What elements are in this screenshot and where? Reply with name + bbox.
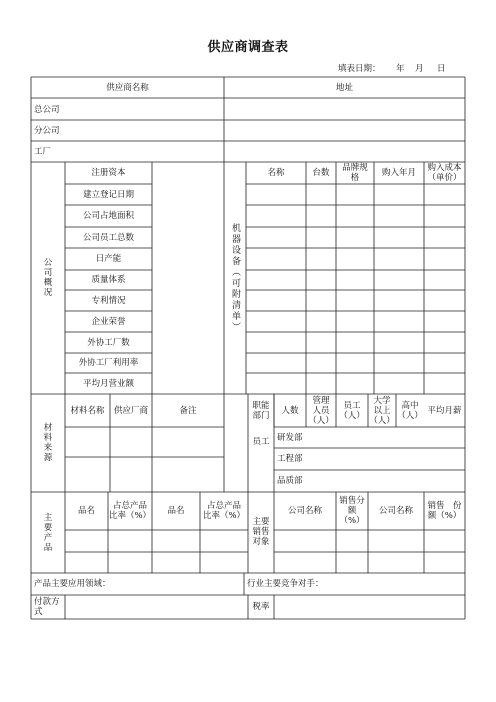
overview-item-label: 质量体系 [91, 275, 126, 285]
staff-column-header: 员工 （人） [339, 400, 365, 421]
products-section-label: 主 要 产 品 [43, 512, 53, 553]
equipment-column-header: 购入年月 [381, 168, 416, 178]
overview-item-label: 企业荣誉 [91, 316, 126, 327]
sales-column-header: 公司名称 [287, 506, 322, 516]
sales-column-header: 销售 份 额（%） [427, 501, 462, 521]
overview-item-label: 建立登记日期 [82, 189, 134, 200]
tax-rate-label: 税率 [252, 602, 270, 612]
materials-section-label: 材 料 来 源 [43, 423, 53, 463]
page-title: 供应商调查表 [207, 40, 289, 55]
staff-column-header: 管理 人员 （人） [308, 395, 334, 426]
equipment-column-header: 购入成本 （单价） [427, 163, 462, 183]
overview-item-label: 外协工厂利用率 [78, 358, 139, 368]
date-year: 年 [396, 64, 405, 74]
sales-section-label: 主要 销售 对象 [252, 517, 270, 547]
address-header: 地址 [335, 82, 353, 93]
department-label: 品质部 [277, 476, 303, 486]
staff-column-header: 职能 部门 [252, 400, 270, 421]
company-row-branch: 分公司 [34, 125, 60, 136]
overview-item-label: 公司占地面积 [82, 211, 134, 221]
overview-item-label: 专利情况 [91, 295, 126, 306]
staff-column-header: 平均月薪 [427, 405, 462, 416]
product-column-header: 占总产品 比率（%） [202, 501, 246, 521]
application-field-label: 产品主要应用领域： [34, 579, 111, 589]
supplier-name-header: 供应商名称 [106, 82, 149, 93]
equipment-column-header: 品牌规 格 [342, 163, 368, 183]
payment-label: 付款方 式 [34, 597, 60, 617]
equipment-column-header: 台数 [312, 168, 330, 178]
competitors-label: 行业主要竞争对手： [247, 579, 324, 589]
overview-section-label: 公 司 概 况 [43, 258, 53, 298]
overview-item-label: 日产能 [95, 254, 122, 264]
staff-column-header: 大学 以上 （人） [369, 395, 395, 426]
material-column-header: 材料名称 [70, 405, 105, 416]
date-day: 日 [437, 64, 446, 74]
overview-item-label: 公司员工总数 [82, 232, 134, 243]
material-column-header: 备注 [179, 405, 197, 416]
department-label: 研发部 [277, 432, 303, 443]
sales-column-header: 公司名称 [378, 506, 413, 516]
staff-section-label: 员工 [252, 437, 270, 447]
staff-column-header: 高中 （人） [397, 400, 423, 421]
company-row-head-office: 总公司 [34, 104, 60, 115]
product-column-header: 品名 [77, 506, 95, 516]
overview-item-label: 外协工厂数 [87, 337, 130, 348]
material-column-header: 供应厂商 [113, 405, 148, 416]
sales-column-header: 销售分 额 （%） [339, 496, 365, 526]
company-row-factory: 工厂 [34, 146, 52, 157]
overview-item-label: 注册资本 [91, 168, 126, 178]
equipment-section-label: 机器设备（可附清单） [230, 223, 240, 333]
date-month: 月 [415, 64, 424, 74]
equipment-column-header: 名称 [267, 168, 285, 178]
staff-column-header: 人数 [281, 405, 299, 416]
overview-item-label: 平均月营业额 [82, 378, 134, 389]
department-label: 工程部 [277, 454, 303, 464]
product-column-header: 占总产品 比率（%） [108, 501, 152, 521]
date-label: 填表日期： [338, 64, 381, 74]
product-column-header: 品名 [167, 506, 185, 516]
